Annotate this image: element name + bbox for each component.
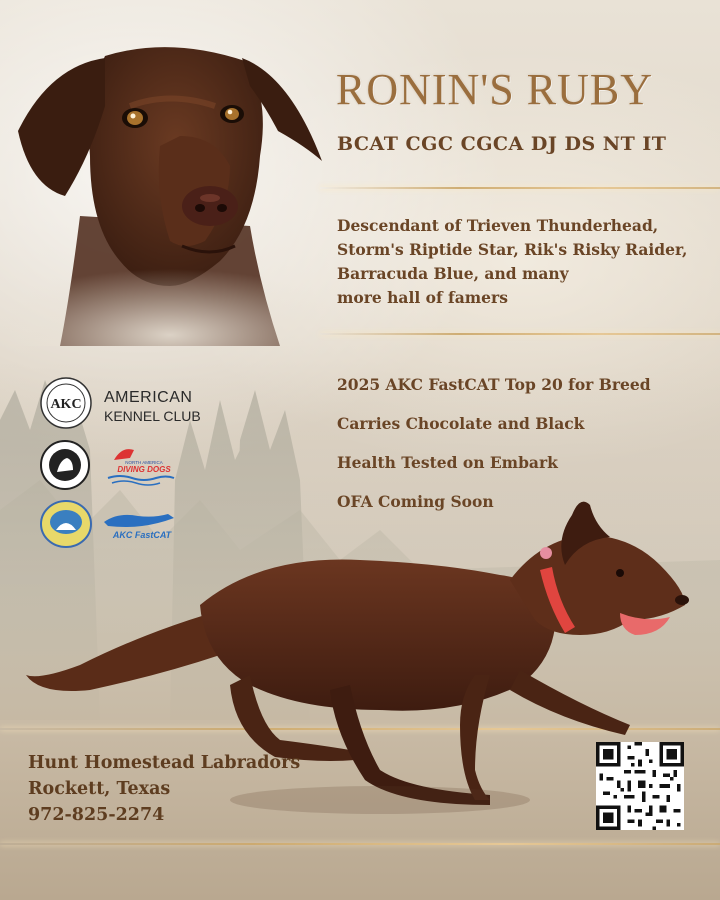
dog-portrait-image (10, 36, 330, 346)
akc-seal-logo (40, 377, 92, 429)
fact-item: Carries Chocolate and Black (337, 414, 585, 433)
diving-dogs-text: DIVING DOGS (117, 465, 171, 474)
akc-wordmark (104, 388, 201, 426)
fact-item: Health Tested on Embark (337, 453, 558, 472)
fastcat-text: AKC FastCAT (112, 530, 172, 540)
akc-wordmark-line1: AMERICAN (104, 389, 193, 406)
descendant-text (337, 214, 707, 310)
descendant-line: Barracuda Blue, and many (337, 264, 569, 283)
kennel-location: Rockett, Texas (28, 779, 171, 799)
diving-dogs-logo (100, 440, 180, 488)
facts-list (337, 375, 707, 531)
akc-wordmark-line2: KENNEL CLUB (104, 408, 201, 424)
divider-gold-2 (320, 333, 720, 335)
fastcat-logo (98, 508, 180, 542)
trick-dog-logo (40, 500, 92, 548)
kennel-name: Hunt Homestead Labradors (28, 753, 301, 773)
dog-name-heading: RONIN'S RUBY (336, 65, 653, 114)
dog-titles: BCAT CGC CGCA DJ DS NT IT (337, 133, 667, 155)
divider-gold-4 (0, 843, 720, 845)
descendant-line: more hall of famers (337, 288, 508, 307)
akc-seal-text: AKC (50, 397, 82, 412)
divider-gold-1 (320, 187, 720, 189)
canine-good-citizen-logo (40, 440, 90, 490)
qr-code[interactable] (596, 742, 684, 830)
fact-item: 2025 AKC FastCAT Top 20 for Breed (337, 375, 651, 394)
kennel-phone: 972-825-2274 (28, 805, 165, 825)
diving-dogs-top-text: NORTH AMERICA (125, 460, 163, 465)
kennel-contact (28, 750, 300, 828)
descendant-line: Descendant of Trieven Thunderhead, (337, 216, 659, 235)
fact-item: OFA Coming Soon (337, 492, 494, 511)
descendant-line: Storm's Riptide Star, Rik's Risky Raider, (337, 240, 688, 259)
